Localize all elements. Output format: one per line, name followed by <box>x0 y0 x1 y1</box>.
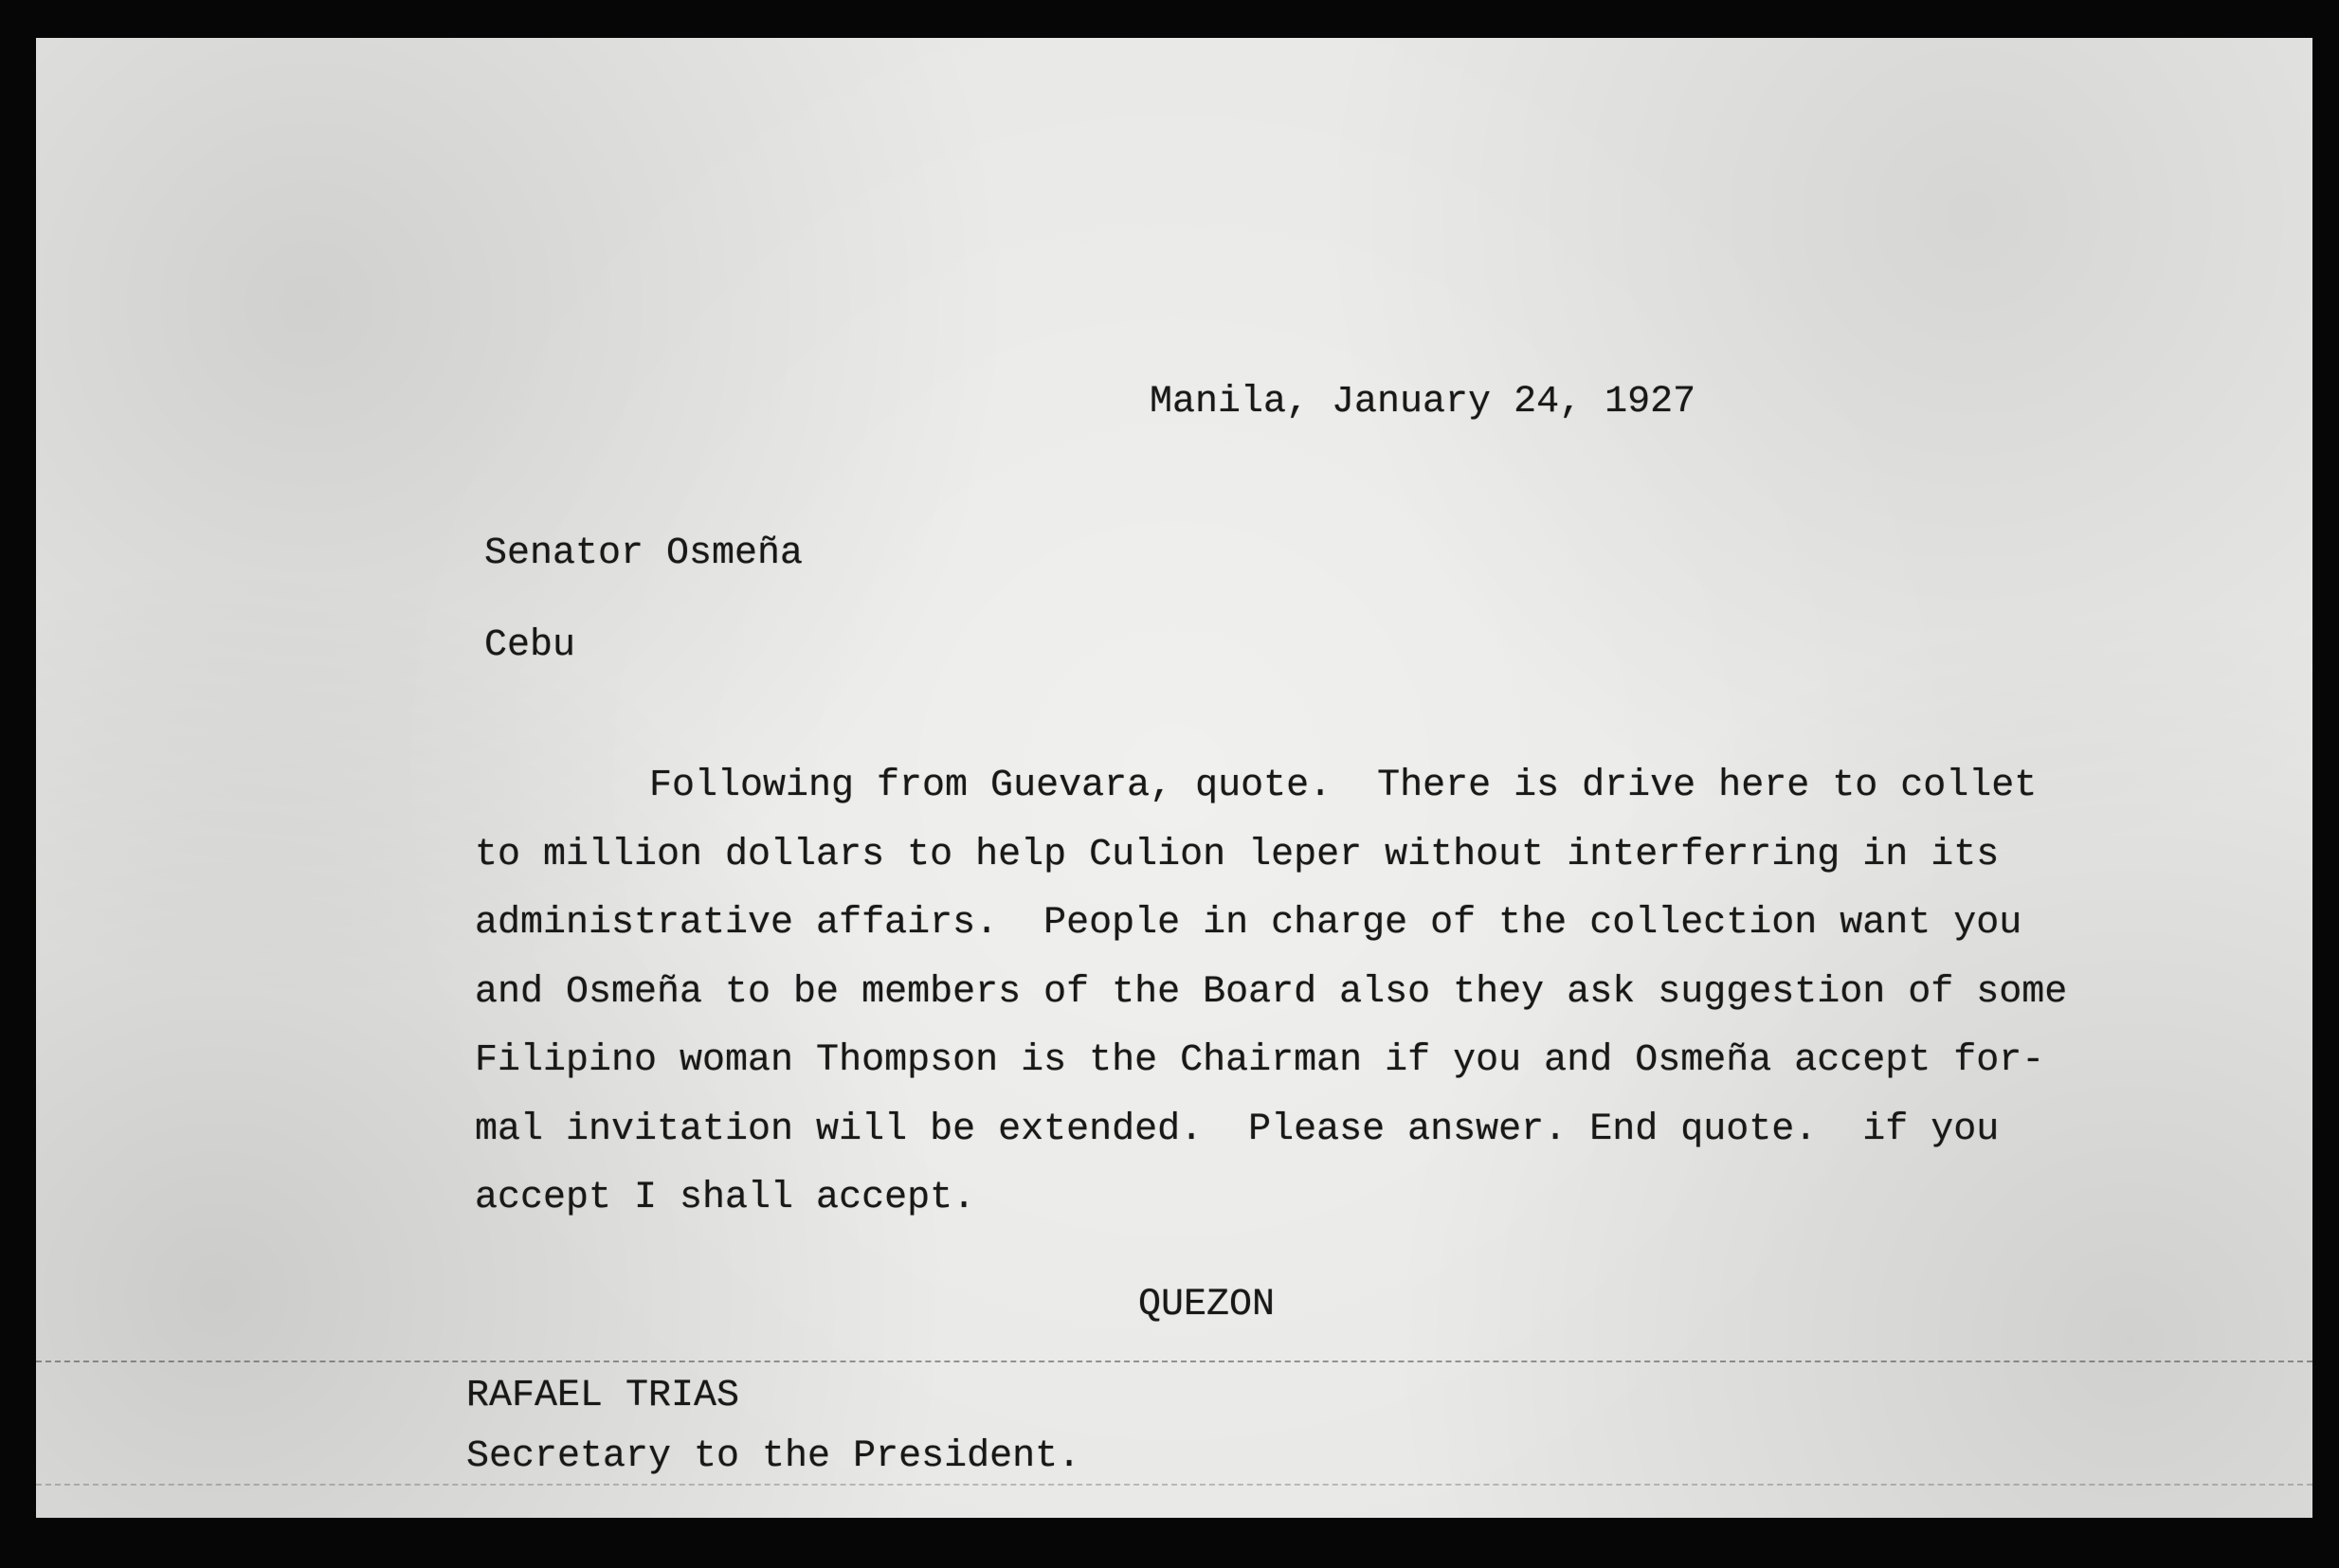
fold-line <box>36 1361 2312 1362</box>
addressee-city: Cebu <box>484 624 576 667</box>
body-line-4: and Osmeña to be members of the Board also they ask suggestion of some <box>475 971 2068 1014</box>
body-line-5: Filipino woman Thompson is the Chairman if you and Osmeña accept for- <box>475 1039 2045 1082</box>
secretary-title: Secretary to the President. <box>466 1435 1081 1478</box>
secretary-name: RAFAEL TRIAS <box>466 1375 740 1417</box>
body-line-7: accept I shall accept. <box>475 1177 976 1219</box>
signature: QUEZON <box>1138 1284 1276 1326</box>
addressee: Senator Osmeña <box>484 532 804 575</box>
paper-sheet <box>36 38 2312 1518</box>
bottom-edge-line <box>36 1484 2312 1486</box>
body-line-6: mal invitation will be extended. Please answer. End quote. if you <box>475 1108 2000 1151</box>
body-line-2: to million dollars to help Culion leper without interferring in its <box>475 834 2000 876</box>
dateline: Manila, January 24, 1927 <box>1150 381 1696 424</box>
body-line-1: Following from Guevara, quote. There is drive here to collet <box>649 765 2038 807</box>
body-line-3: administrative affairs. People in charge of the collection want you <box>475 902 2022 945</box>
